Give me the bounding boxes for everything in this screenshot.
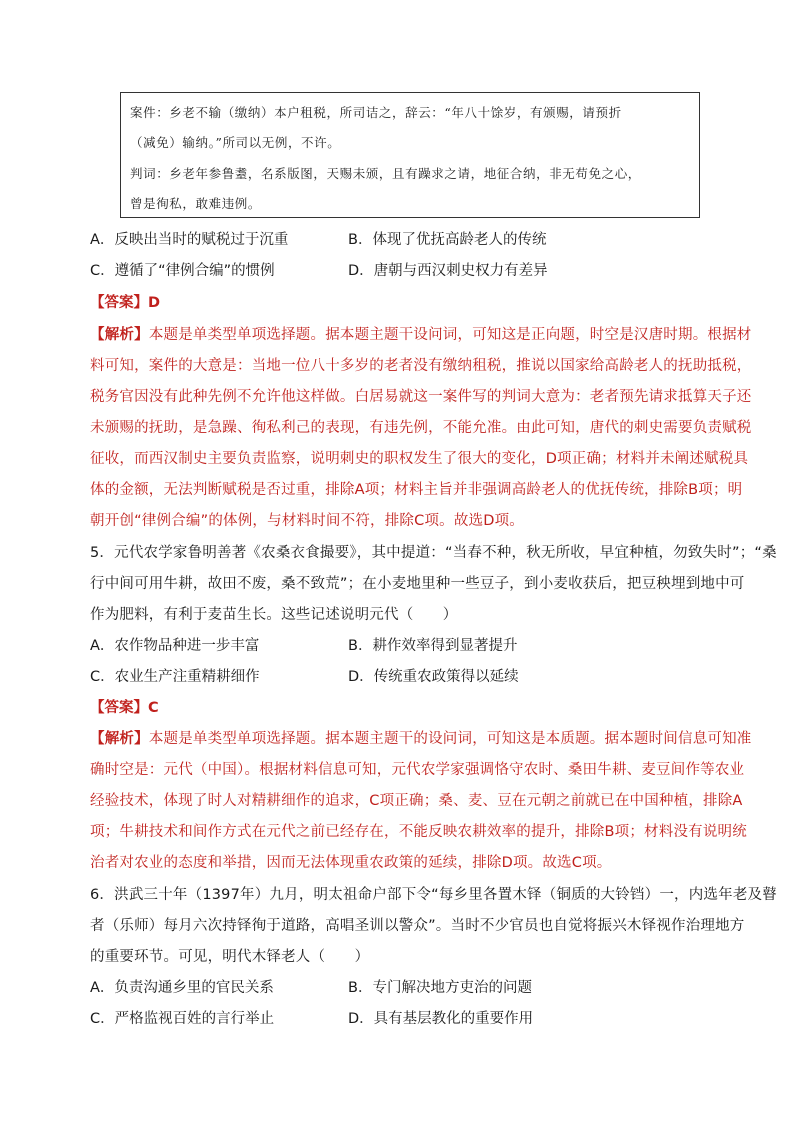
material-line-1: 案件：乡老不输（缴纳）本户租税，所司诘之，辞云：“年八十馀岁，有颁赐，请预折 bbox=[130, 105, 622, 120]
q4-answer: 【答案】D bbox=[90, 295, 161, 311]
q4-option-b: B．体现了优抚高龄老人的传统 bbox=[348, 232, 547, 248]
material-line-3: 判词：乡老年参鲁耋，名系版图，天赐未颁，且有躁求之请，地征合纳，非无苟免之心， bbox=[130, 166, 641, 181]
q6-option-d: D．具有基层教化的重要作用 bbox=[348, 1011, 534, 1027]
q4-option-a: A．反映出当时的赋税过于沉重 bbox=[90, 232, 289, 248]
q5-analysis-label: 【解析】 bbox=[90, 731, 149, 747]
q5-analysis-line-5: 治者对农业的态度和举措，因而无法体现重农政策的延续，排除D项。故选C项。 bbox=[90, 855, 612, 871]
q6-stem-line-1: 6．洪武三十年（1397年）九月，明太祖命户部下令“每乡里各置木铎（铜质的大铃铛）一，内选年老及瞽 bbox=[90, 887, 777, 903]
q5-stem-line-1: 5．元代农学家鲁明善著《农桑衣食撮要》，其中提道：“当春不种，秋无所收，早宜种植，勿致失时”；“桑 bbox=[90, 545, 777, 561]
q4-option-d: D．唐朝与西汉刺史权力有差异 bbox=[348, 263, 548, 279]
q6-stem-line-2: 者（乐师）每月六次持铎徇于道路，高唱圣训以警众”。当时不少官员也自觉将振兴木铎视作治理地方 bbox=[90, 918, 745, 934]
q6-option-b: B．专门解决地方吏治的问题 bbox=[348, 980, 532, 996]
q6-option-a: A．负责沟通乡里的官民关系 bbox=[90, 980, 274, 996]
material-line-2: （减免）输纳。”所司以无例，不许。 bbox=[130, 135, 341, 150]
q4-analysis-line-1 bbox=[90, 323, 752, 344]
q5-option-c: C．农业生产注重精耕细作 bbox=[90, 669, 260, 685]
q4-analysis-line-6: 体的金额，无法判断赋税是否过重，排除A项；材料主旨并非强调高龄老人的优抚传统，排除B项；明 bbox=[90, 482, 743, 498]
q4-analysis-line-7: 朝开创“律例合编”的体例，与材料时间不符，排除C项。故选D项。 bbox=[90, 513, 525, 529]
q4-analysis-line-3: 税务官因没有此种先例不允许他这样做。白居易就这一案件写的判词大意为：老者预先请求抵算天子还 bbox=[90, 389, 752, 405]
q4-analysis-line-2: 料可知，案件的大意是：当地一位八十多岁的老者没有缴纳租税，推说以国家给高龄老人的抚助抵税， bbox=[90, 358, 752, 374]
q4-analysis-line-4: 未颁赐的抚助，是急躁、徇私利己的表现，有违先例，不能允准。由此可知，唐代的刺史需要负责赋税 bbox=[90, 420, 752, 436]
q5-analysis-line-3: 经验技术，体现了时人对精耕细作的追求，C项正确；桑、麦、豆在元朝之前就已在中国种植，排除A bbox=[90, 793, 743, 809]
q4-analysis-text: 本题是单类型单项选择题。据本题主题干设问词，可知这是正向题，时空是汉唐时期。根据材 bbox=[148, 327, 752, 343]
q5-analysis-line-1 bbox=[90, 727, 752, 748]
q5-stem-line-2: 行中间可用牛耕，故田不废，桑不致荒”；在小麦地里种一些豆子，到小麦收获后，把豆秧埋到地中可 bbox=[90, 576, 745, 592]
q5-option-d: D．传统重农政策得以延续 bbox=[348, 669, 519, 685]
q5-option-b: B．耕作效率得到显著提升 bbox=[348, 638, 518, 654]
material-line-4: 曾是徇私，敢难违例。 bbox=[130, 196, 262, 211]
q5-analysis-line-2: 确时空是：元代（中国）。根据材料信息可知，元代农学家强调恪守农时、桑田牛耕、麦豆间作等农业 bbox=[90, 762, 745, 778]
q5-stem-line-3: 作为肥料，有利于麦苗生长。这些记述说明元代（ ） bbox=[90, 607, 458, 623]
q6-stem-line-3: 的重要环节。可见，明代木铎老人（ ） bbox=[90, 949, 370, 965]
q4-analysis-line-5: 征收，而西汉制史主要负责监察，说明刺史的职权发生了很大的变化，D项正确；材料并未阐述赋税具 bbox=[90, 451, 749, 467]
q5-analysis-line-4: 项；牛耕技术和间作方式在元代之前已经存在，不能反映农耕效率的提升，排除B项；材料没有说明统 bbox=[90, 824, 747, 840]
q6-option-c: C．严格监视百姓的言行举止 bbox=[90, 1011, 275, 1027]
q5-option-a: A．农作物品种进一步丰富 bbox=[90, 638, 260, 654]
q4-option-c: C．遵循了“律例合编”的惯例 bbox=[90, 263, 275, 279]
q5-answer: 【答案】C bbox=[90, 700, 159, 716]
q4-analysis-label: 【解析】 bbox=[90, 327, 149, 343]
q5-analysis-text: 本题是单类型单项选择题。据本题主题干的设问词，可知这是本质题。据本题时间信息可知准 bbox=[148, 731, 752, 747]
